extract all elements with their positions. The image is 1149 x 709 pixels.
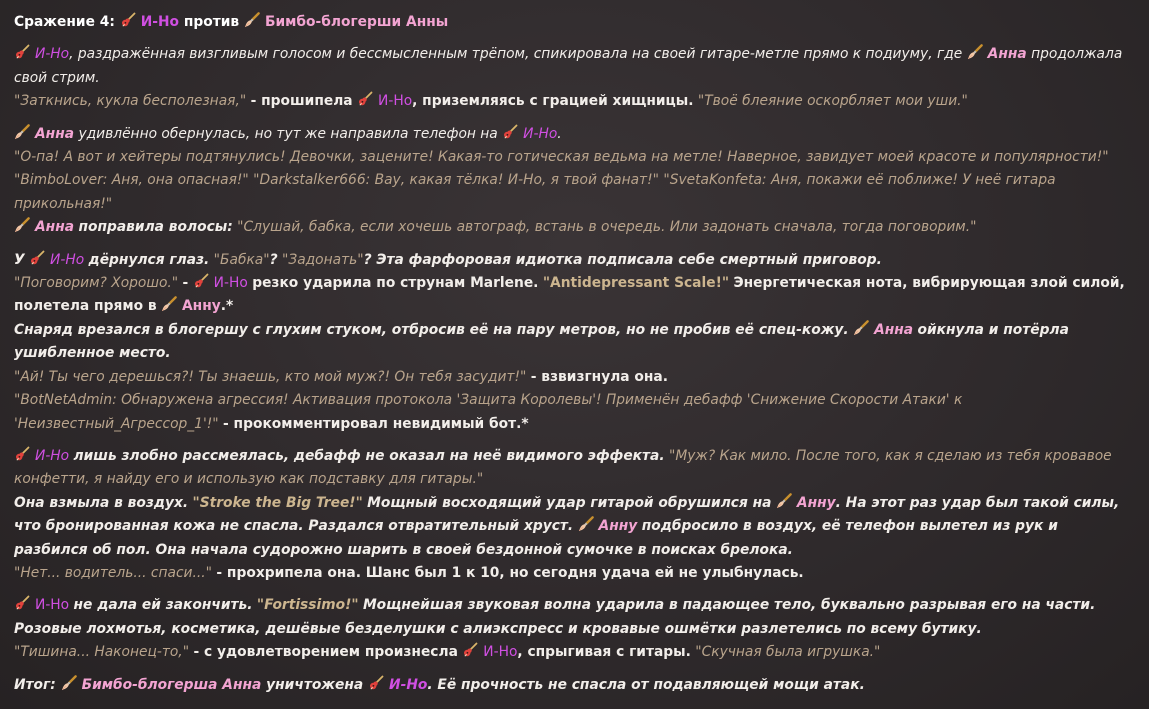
mention-anna[interactable]: Анна: [987, 46, 1027, 63]
guitar-icon: [14, 446, 30, 462]
makeup-brush-icon: [853, 320, 869, 336]
narration: , спрыгивая с гитары.: [517, 644, 691, 661]
makeup-brush-icon: [578, 516, 594, 532]
makeup-brush-icon: [161, 296, 177, 312]
narration: -: [182, 275, 189, 292]
message-11: [14, 389, 1132, 436]
bot-message: "BotNetAdmin: Обнаружена агрессия! Активация протокола 'Защита Королевы'! Применён дебафф 'Снижение Скорости Атаки' к 'Неизвестный_Агрессор_1'!": [14, 392, 963, 432]
message-8: [14, 272, 1132, 319]
skill-name: "Fortissimo!": [256, 597, 359, 614]
skill-name: "Stroke the Big Tree!": [192, 494, 363, 511]
narration: Она взмыла в воздух.: [14, 494, 189, 511]
mention-anna[interactable]: Анна: [35, 219, 75, 236]
narration: ?: [269, 251, 278, 268]
makeup-brush-icon: [967, 44, 983, 60]
message-9: [14, 319, 1132, 366]
mention-anna[interactable]: Анну: [796, 494, 836, 511]
narration: ойкнула и потёрла ушибленное место.: [14, 321, 1069, 362]
versus-label: против: [183, 14, 240, 30]
mention-anna[interactable]: Бимбо-блогерши Анны: [264, 14, 449, 30]
chat-comments: "BimboLover: Аня, она опасная!" "Darkstalker666: Вау, какая тёлка! И-Но, я твой фанат!" "SvetaKonfeta: Аня, покажи её поближе! У неё гитара прикольная!": [14, 172, 1056, 212]
quote: "Заткнись, кукла бесполезная,": [14, 93, 247, 110]
message-12: [14, 445, 1132, 492]
mention-ino[interactable]: И-Но: [35, 447, 70, 464]
narration: - прошипела: [250, 93, 353, 110]
battle-number: Сражение 4:: [14, 14, 115, 30]
narration: Снаряд врезался в блогершу с глухим стуком, отбросив её на пару метров, но не пробив её спец-кожу.: [14, 321, 849, 338]
makeup-brush-icon: [14, 124, 30, 140]
narration: дёрнулся глаз.: [88, 251, 210, 268]
quote: "О-па! А вот и хейтеры подтянулись! Девочки, зацените! Какая-то готическая ведьма на метле! Наверное, завидует моей красоте и популярности!": [14, 149, 1109, 166]
quote: "Слушай, бабка, если хочешь автограф, встань в очередь. Или задонать сначала, тогда поговорим.": [237, 219, 977, 236]
message-6: [14, 216, 1132, 239]
makeup-brush-icon: [14, 217, 30, 233]
narration: , раздражённая визгливым голосом и бессмысленным трёпом, спикировала на своей гитаре-метле прямо к подиуму, где: [69, 46, 963, 63]
quote: "Ай! Ты чего дерешься?! Ты знаешь, кто мой муж?! Он тебя засудит!": [14, 368, 527, 385]
narration: Итог:: [14, 676, 56, 693]
message-13: [14, 492, 1132, 562]
guitar-icon: [357, 91, 373, 107]
narration: Мощный восходящий удар гитарой обрушился на: [367, 494, 772, 511]
mention-ino[interactable]: И-Но: [140, 14, 180, 30]
mention-ino[interactable]: И-Но: [378, 93, 413, 110]
mention-ino[interactable]: И-Но: [483, 644, 518, 661]
makeup-brush-icon: [244, 12, 260, 28]
quote: "Твоё блеяние оскорбляет мои уши.": [697, 93, 968, 110]
message-7: [14, 249, 1132, 272]
quote: "Муж? Как мило. После того, как я сделаю из тебя кровавое конфетти, я найду его и использую как подставку для гитары.": [14, 447, 1112, 488]
narration: ? Эта фарфоровая идиотка подписала себе смертный приговор.: [363, 251, 882, 268]
guitar-icon: [193, 273, 209, 289]
message-3: [14, 123, 1132, 146]
narration: Мощнейшая звуковая волна ударила в падающее тело, буквально разрывая его на части. Розовые лохмотья, косметика, дешёвые безделушки с алиэкспресс и кровавые ошмётки разлетелись по всему бутику.: [14, 597, 1096, 637]
guitar-icon: [14, 44, 30, 60]
guitar-icon: [462, 642, 478, 658]
mention-anna[interactable]: Анну: [182, 298, 221, 315]
narration: У: [14, 251, 25, 268]
narration: удивлённо обернулась, но тут же направила телефон на: [78, 125, 498, 142]
quote: "Поговорим? Хорошо.": [14, 275, 179, 292]
guitar-icon: [120, 12, 136, 28]
battle-title: [14, 11, 1132, 34]
message-4: [14, 146, 1132, 169]
message-1: [14, 43, 1132, 90]
mention-anna[interactable]: Анна: [35, 125, 75, 142]
narration: .: [557, 125, 562, 142]
narration: подбросило в воздух, её телефон вылетел из рук и разбился об пол. Она начала судорожно шарить в своей бездонной сумочке в поисках брелока.: [14, 518, 1058, 558]
quote: "Задонать": [282, 251, 364, 268]
mention-anna[interactable]: Анна: [874, 321, 914, 338]
message-15: [14, 594, 1132, 641]
narration: . Её прочность не спасла от подавляющей мощи атак.: [427, 676, 865, 693]
narration: не дала ей закончить.: [73, 597, 253, 614]
mention-ino[interactable]: И-Но: [523, 125, 558, 142]
narration: лишь злобно рассмеялась, дебафф не оказал на неё видимого эффекта.: [73, 447, 665, 464]
guitar-icon: [14, 595, 30, 611]
message-5: [14, 169, 1132, 216]
narration: , приземляясь с грацией хищницы.: [412, 93, 694, 110]
quote: "Скучная была игрушка.": [695, 644, 881, 661]
narration: продолжала свой стрим.: [14, 46, 1123, 86]
narration: поправила волосы:: [78, 219, 233, 236]
quote: "Бабка": [213, 251, 270, 268]
narration: Энергетическая нота, вибрирующая злой силой, полетела прямо в: [14, 275, 1125, 315]
quote: "Нет... водитель... спаси...": [14, 564, 213, 581]
guitar-icon: [368, 675, 384, 691]
mention-anna[interactable]: Бимбо-блогерша Анна: [81, 676, 262, 693]
mention-ino[interactable]: И-Но: [389, 676, 428, 693]
makeup-brush-icon: [61, 675, 77, 691]
message-17: [14, 674, 1132, 697]
mention-ino[interactable]: И-Но: [50, 251, 85, 268]
narration: . На этот раз удар был такой силы, что бронированная кожа не спасла. Раздался отвратительный хруст.: [14, 494, 1120, 535]
narration: - прохрипела она. Шанс был 1 к 10, но сегодня удача ей не улыбнулась.: [216, 564, 804, 581]
message-10: [14, 366, 1132, 389]
guitar-icon: [29, 250, 45, 266]
message-2: [14, 90, 1132, 113]
mention-ino[interactable]: И-Но: [35, 597, 70, 614]
mention-anna[interactable]: Анну: [598, 518, 638, 535]
message-14: [14, 562, 1132, 585]
narration: резко ударила по струнам Marlene.: [252, 275, 539, 292]
quote: "Тишина... Наконец-то,": [14, 644, 190, 661]
narration: .*: [220, 298, 234, 315]
message-16: [14, 641, 1132, 664]
narration: - с удовлетворением произнесла: [193, 644, 458, 661]
guitar-icon: [502, 124, 518, 140]
makeup-brush-icon: [776, 493, 792, 509]
chat-log: [14, 11, 1132, 697]
narration: - прокомментировал невидимый бот.*: [223, 415, 529, 432]
mention-ino[interactable]: И-Но: [213, 275, 248, 292]
skill-name: "Antidepressant Scale!": [542, 275, 730, 292]
mention-ino[interactable]: И-Но: [35, 46, 70, 63]
narration: - взвизгнула она.: [530, 368, 668, 385]
narration: уничтожена: [266, 676, 364, 693]
